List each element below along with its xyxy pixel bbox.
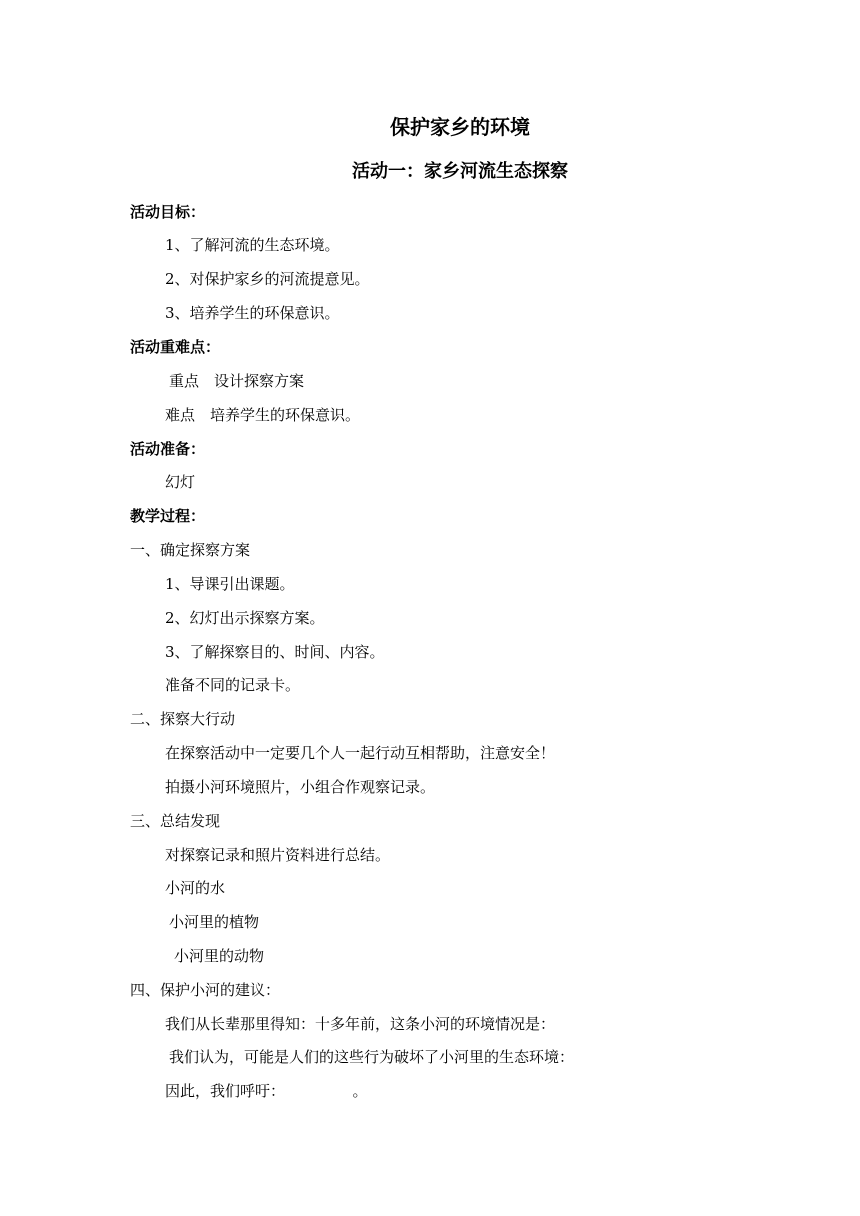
process-heading: 教学过程： [130, 507, 206, 525]
step-item: 在探察活动中一定要几个人一起行动互相帮助，注意安全！ [165, 744, 556, 762]
goals-heading: 活动目标： [130, 203, 206, 221]
step-title: 一、确定探察方案 [130, 541, 251, 559]
preparation-item: 幻灯 [165, 473, 196, 491]
goal-item: 2、对保护家乡的河流提意见。 [165, 270, 370, 288]
step-title: 三、总结发现 [130, 812, 221, 830]
key-point-item: 重点 设计探察方案 [169, 372, 305, 390]
document-title: 保护家乡的环境 [390, 115, 530, 139]
step-item: 我们从长辈那里得知：十多年前，这条小河的环境情况是： [165, 1015, 556, 1033]
step-item: 小河里的植物 [169, 913, 260, 931]
step-item: 对探察记录和照片资料进行总结。 [165, 846, 391, 864]
step-item: 小河的水 [165, 879, 226, 897]
step-item: 小河里的动物 [174, 947, 265, 965]
step-item: 我们认为，可能是人们的这些行为破坏了小河里的生态环境： [169, 1048, 575, 1066]
step-item: 3、了解探察目的、时间、内容。 [165, 643, 385, 661]
goal-item: 1、了解河流的生态环境。 [165, 236, 340, 254]
key-points-heading: 活动重难点： [130, 338, 221, 356]
step-item: 2、幻灯出示探察方案。 [165, 609, 325, 627]
document-subtitle: 活动一：家乡河流生态探察 [352, 161, 568, 182]
step-item: 因此，我们呼吁： 。 [165, 1082, 368, 1100]
step-item: 拍摄小河环境照片，小组合作观察记录。 [165, 778, 436, 796]
step-item: 准备不同的记录卡。 [165, 676, 301, 694]
goal-item: 3、培养学生的环保意识。 [165, 304, 340, 322]
step-title: 四、保护小河的建议： [130, 981, 281, 999]
step-item: 1、导课引出课题。 [165, 575, 295, 593]
difficult-point-item: 难点 培养学生的环保意识。 [165, 406, 361, 424]
step-title: 二、探察大行动 [130, 710, 236, 728]
preparation-heading: 活动准备： [130, 440, 206, 458]
